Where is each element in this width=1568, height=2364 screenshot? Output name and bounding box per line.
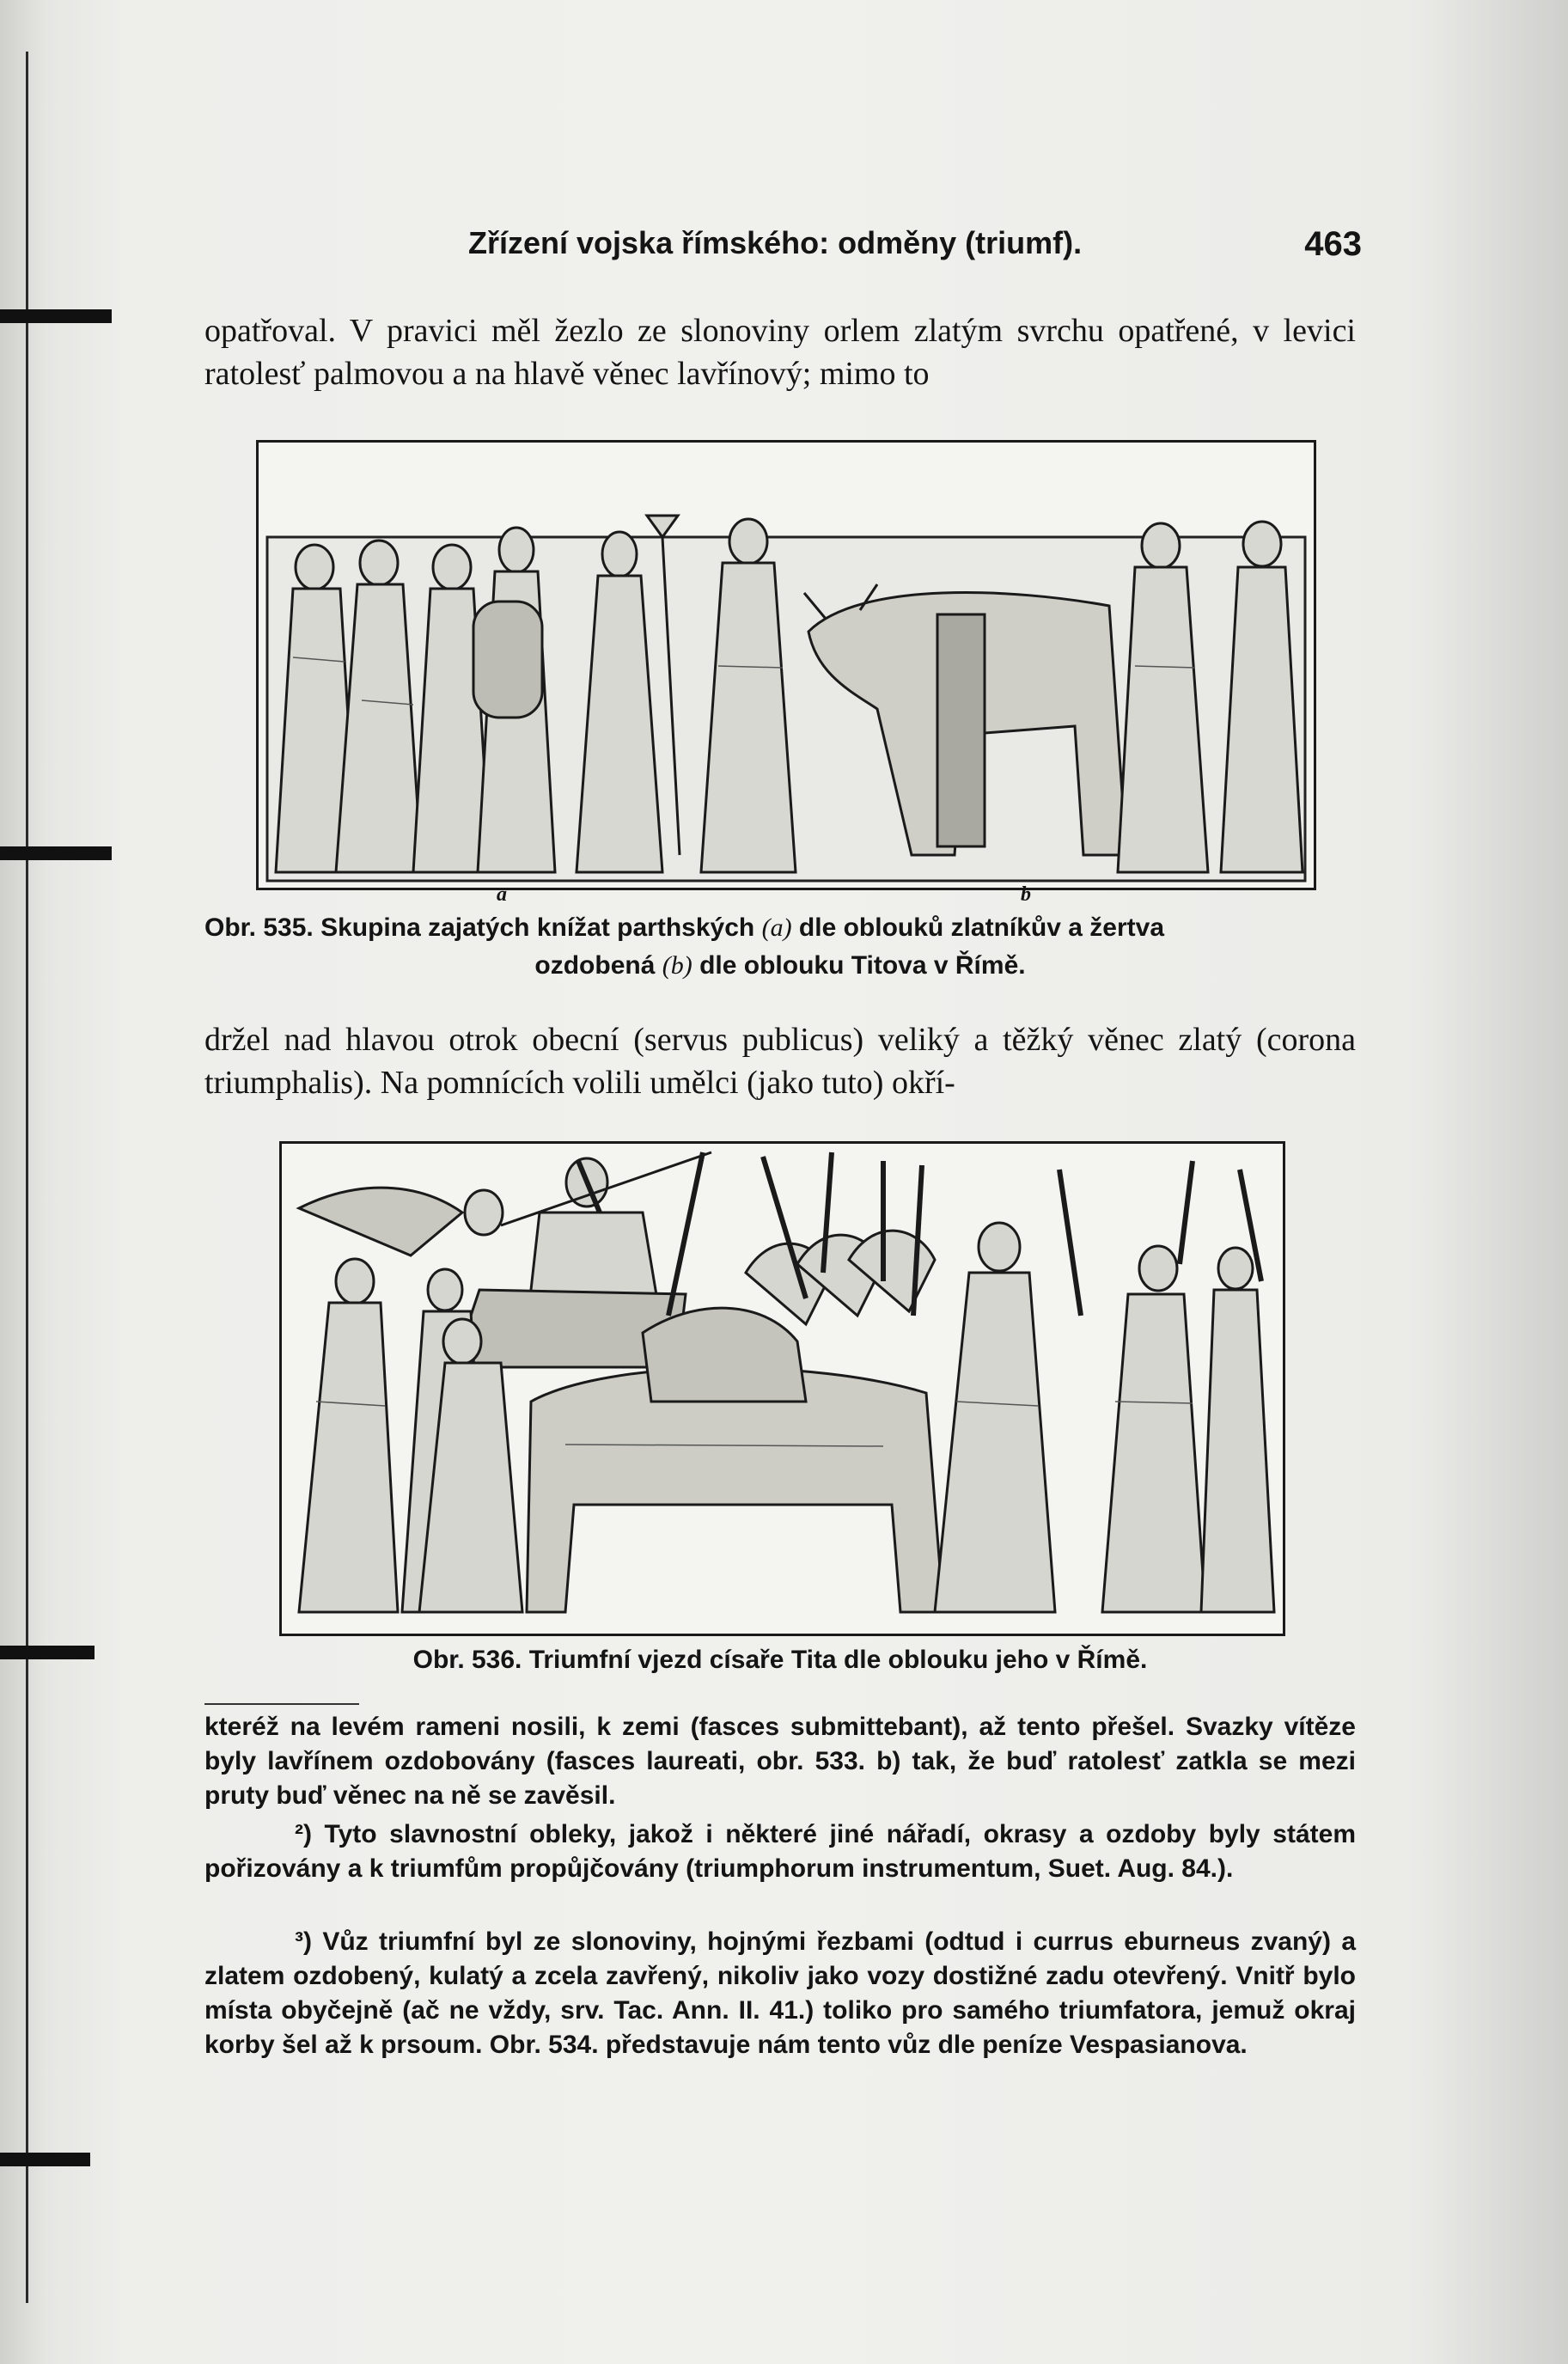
figure-535-caption — [204, 909, 1356, 985]
binding-tab — [0, 309, 112, 323]
footnote-1: kteréž na levém rameni nosili, k zemi (fasces submittebant), až tento přešel. Svazky vítěze byly lavřínem ozdobovány (fasces laureati, obr. 533. b) tak, že buď ratolesť zatkla se mezi pruty buď věnec na ně se zavěsil. — [204, 1713, 1356, 1810]
footnote-rule — [204, 1703, 359, 1705]
page-number: 463 — [1304, 225, 1362, 263]
binding-edge — [26, 52, 28, 2303]
figure-label-b: b — [1021, 883, 1031, 906]
page-header — [468, 225, 1362, 277]
caption-535-line1-post: dle oblouků zlatníkův a žertva — [798, 913, 1165, 942]
footnote-3: ³) Vůz triumfní byl ze slonoviny, hojnými řezbami (odtud i currus eburneus zvaný) a zlatem ozdobený, kulatý a zcela zavřený, nikoliv jako vozy dostižné zadu otevřený. Vnitř bylo místa obyčejně (ač ne vždy, srv. Tac. Ann. II. 41.) toliko pro samého triumfatora, jemuž okraj korby šel až k prsoum. Obr. 534. představuje nám tento vůz dle peníze Vespasianova. — [204, 1927, 1356, 2059]
caption-535-line2-post: dle oblouku Titova v Římě. — [699, 951, 1026, 980]
binding-tab — [0, 1646, 95, 1659]
caption-535-b: (b) — [662, 951, 692, 980]
paragraph-1: opatřoval. V pravici měl žezlo ze slonoviny orlem zlatým svrchu opatřené, v levici ratolesť palmovou a na hlavě věnec lavřínový; mimo to — [204, 313, 1356, 392]
footnote-2: ²) Tyto slavnostní obleky, jakož i některé jiné nářadí, okrasy a ozdoby byly státem pořizovány a k triumfům propůjčovány (triumphorum instrumentum, Suet. Aug. 84.). — [204, 1820, 1356, 1883]
figure-535-illustration — [256, 440, 1316, 890]
caption-535-line1-pre: Obr. 535. Skupina zajatých knížat parthských — [204, 913, 755, 942]
caption-535-line2 — [204, 947, 1356, 985]
running-title: Zřízení vojska římského: odměny (triumf). — [468, 225, 1083, 260]
figure-label-a: a — [497, 883, 507, 906]
binding-tab — [0, 2153, 90, 2166]
figure-536-caption: Obr. 536. Triumfní vjezd císaře Tita dle oblouku jeho v Římě. — [412, 1646, 1148, 1674]
paragraph-2: držel nad hlavou otrok obecní (servus publicus) veliký a těžký věnec zlatý (corona triumphalis). Na pomnících volili umělci (jako tuto) okří- — [204, 1022, 1356, 1101]
caption-535-line2-pre: ozdobená — [534, 951, 656, 980]
relief-engraving-captives — [259, 443, 1314, 888]
figure-536-illustration — [279, 1141, 1285, 1636]
caption-535-a: (a) — [761, 913, 792, 942]
binding-tab — [0, 846, 112, 860]
relief-engraving-triumph — [282, 1144, 1283, 1634]
